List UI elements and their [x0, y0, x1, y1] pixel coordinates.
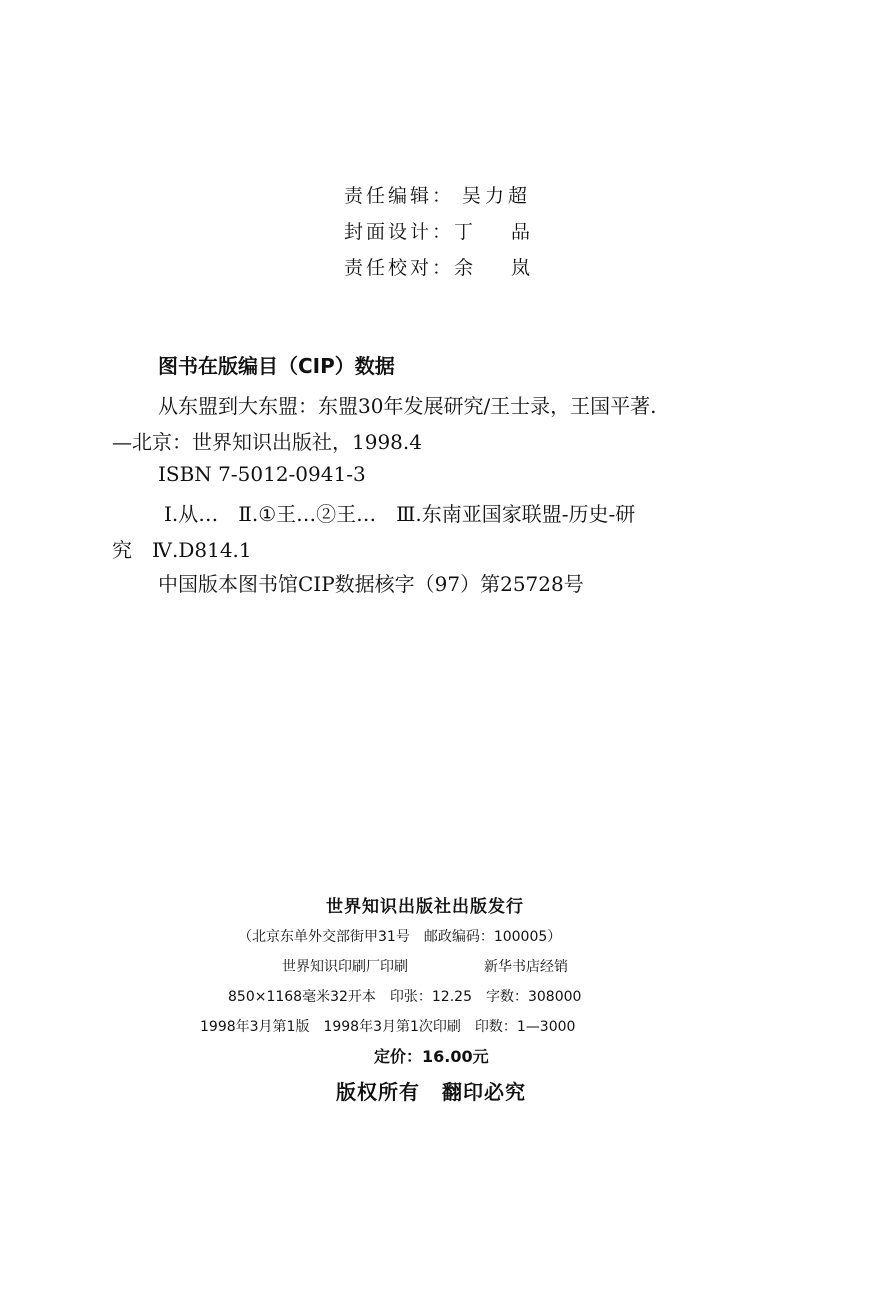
credit-name: 吴力超 [462, 184, 532, 207]
credit-proofreader [344, 248, 569, 284]
credit-label: 封面设计： [344, 220, 455, 243]
credit-editor [344, 176, 564, 212]
credit-name: 余岚 [454, 256, 569, 279]
cip-isbn: ISBN 7-5012-0941-3 [158, 462, 366, 486]
imprint-publisher: 世界知识出版社出版发行 [326, 897, 524, 917]
cip-number: 中国版本图书馆CIP数据核字（97）第25728号 [158, 572, 584, 596]
editorial-credits [344, 176, 569, 284]
cip-heading: 图书在版编目（CIP）数据 [158, 354, 395, 378]
credit-label: 责任编辑： [344, 184, 455, 207]
cip-classification-line-2: 究 Ⅳ.D814.1 [112, 538, 252, 562]
copyright-notice: 版权所有 [336, 1080, 420, 1104]
imprint-price: 定价：16.00元 [374, 1047, 489, 1066]
imprint-format: 850×1168毫米32开本 印张：12.25 字数：308000 [228, 989, 582, 1005]
credit-name: 丁品 [454, 220, 569, 243]
imprint-distributor: 新华书店经销 [484, 959, 568, 975]
credit-cover-design [344, 212, 569, 248]
cip-title-line-2: —北京：世界知识出版社，1998.4 [112, 430, 422, 454]
credit-label: 责任校对： [344, 256, 455, 279]
imprint-address: （北京东单外交部街甲31号 邮政编码：100005） [238, 929, 562, 945]
cip-classification-line-1: Ⅰ.从… Ⅱ.①王…②王… Ⅲ.东南亚国家联盟-历史-研 [164, 502, 636, 526]
imprint-edition: 1998年3月第1版 1998年3月第1次印刷 印数：1—3000 [200, 1019, 576, 1035]
no-reprint-notice: 翻印必究 [442, 1080, 526, 1104]
imprint-copyright [336, 1076, 526, 1105]
cip-title-line-1: 从东盟到大东盟：东盟30年发展研究/王士录，王国平著. [158, 394, 657, 418]
imprint-printer: 世界知识印刷厂印刷 [282, 959, 408, 975]
